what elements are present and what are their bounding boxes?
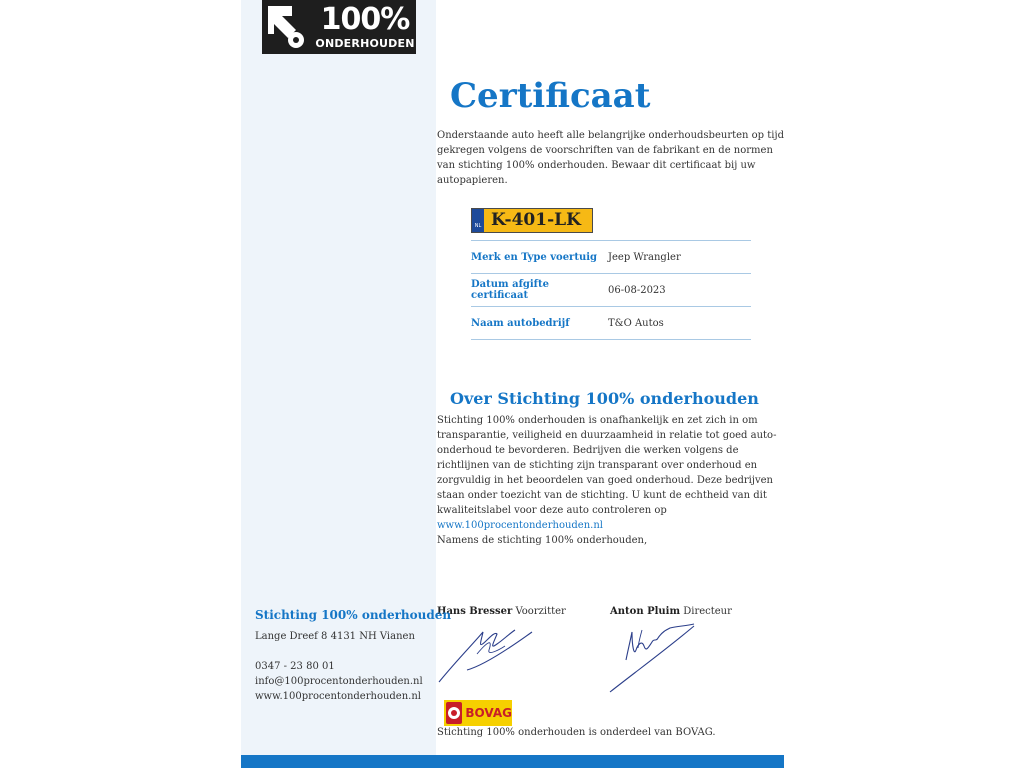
bovag-logo	[444, 700, 512, 726]
signature-director	[610, 606, 732, 617]
certificate-title: Certificaat	[450, 76, 651, 116]
detail-label: Merk en Type voertuig	[471, 251, 598, 263]
about-closing: Namens de stichting 100% onderhouden,	[437, 535, 648, 546]
detail-value: T&O Autos	[608, 317, 664, 329]
signatory-role: Directeur	[683, 606, 732, 617]
detail-row-dealer	[471, 306, 751, 340]
footer-bar	[241, 755, 784, 768]
plate-number: K-401-LK	[491, 210, 581, 230]
organization-email: info@100procentonderhouden.nl	[255, 676, 423, 687]
about-title: Over Stichting 100% onderhouden	[450, 389, 759, 408]
bovag-logo-text: BOVAG	[465, 706, 512, 720]
signature-chairman	[437, 606, 566, 617]
logo-text	[314, 0, 416, 54]
signature-image	[608, 620, 698, 694]
vehicle-details	[471, 240, 751, 340]
plate-country-code: NL	[472, 209, 484, 232]
verification-link[interactable]: www.100procentonderhouden.nl	[437, 520, 603, 531]
organization-website: www.100procentonderhouden.nl	[255, 691, 421, 702]
detail-label: Naam autobedrijf	[471, 317, 570, 329]
organization-address: Lange Dreef 8 4131 NH Vianen	[255, 631, 415, 642]
about-body: Stichting 100% onderhouden is onafhankelijk en zet zich in om transparantie, veiligheid en duurzaamheid in relatie tot goed auto-onderhoud te bevorderen. Bedrijven die werken volgens de richtlijnen van de stichting zijn transparant over onderhoud en zorgvuldig in het beoordelen van goed onderhoud. Deze bedrijven staan onder toezicht van de stichting. U kunt de echtheid van dit kwaliteitslabel voor deze auto controleren op	[437, 415, 777, 516]
wrench-icon	[262, 0, 310, 54]
detail-row-date	[471, 273, 751, 306]
signature-image	[437, 620, 537, 686]
signatory-role: Voorzitter	[515, 606, 566, 617]
bovag-emblem-icon	[446, 702, 462, 724]
detail-label: Datum afgifte certificaat	[471, 279, 549, 301]
license-plate	[471, 208, 593, 233]
detail-row-vehicle	[471, 240, 751, 273]
organization-name: Stichting 100% onderhouden	[255, 608, 452, 622]
brand-logo	[262, 0, 416, 54]
organization-phone: 0347 - 23 80 01	[255, 661, 335, 672]
signatory-name: Hans Bresser	[437, 606, 513, 617]
about-text	[437, 413, 787, 548]
certificate-intro: Onderstaande auto heeft alle belangrijke onderhoudsbeurten op tijd gekregen volgens de voorschriften van de fabrikant en de normen van stichting 100% onderhouden. Bewaar dit certificaat bij uw autopapieren.	[437, 130, 784, 186]
organization-contact	[255, 659, 423, 704]
signatory-name: Anton Pluim	[610, 606, 681, 617]
bovag-note: Stichting 100% onderhouden is onderdeel van BOVAG.	[437, 727, 716, 738]
detail-value: 06-08-2023	[608, 284, 666, 296]
logo-percent: 100%	[320, 2, 410, 37]
logo-subtitle: ONDERHOUDEN	[315, 37, 415, 50]
detail-value: Jeep Wrangler	[608, 251, 681, 263]
